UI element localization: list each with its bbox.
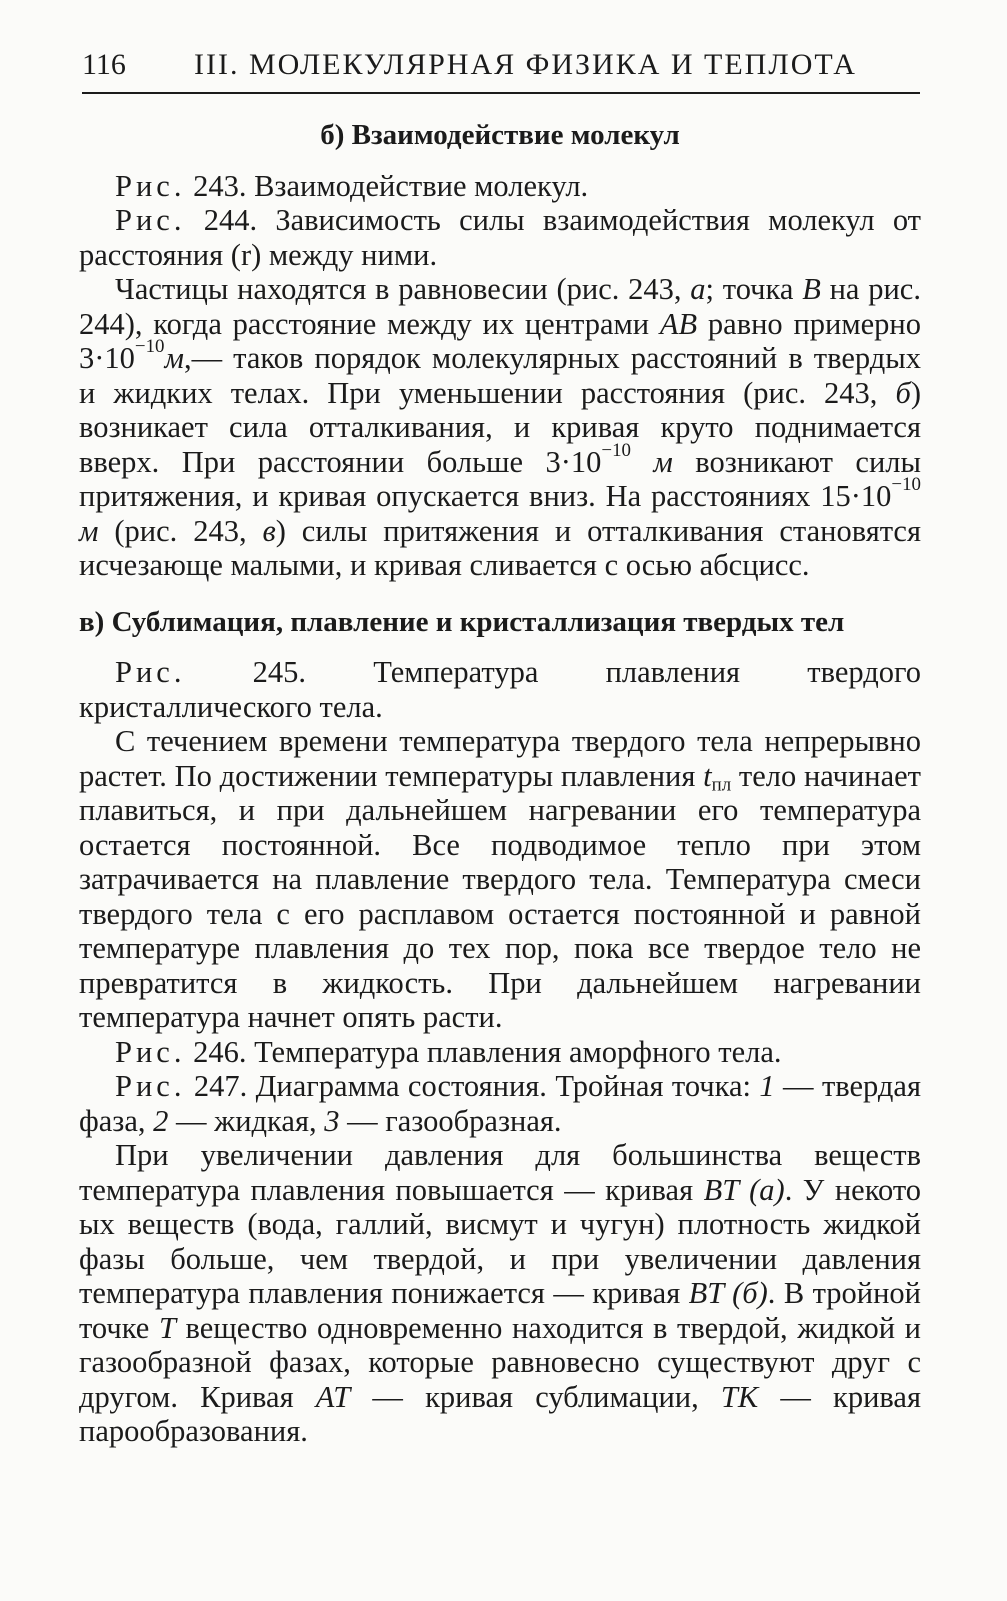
caption-fig-243: Рис. 243. Взаимодействие молекул.	[115, 168, 589, 203]
section-v-title: в) Сублимация, плавление и кристаллизация твердых тел	[79, 605, 845, 638]
caption-fig-245: Рис. 245. Температура плавления твердого кристаллического тела.	[79, 655, 921, 724]
page-number: 116	[82, 48, 126, 81]
header-rule	[82, 92, 920, 94]
page-body	[79, 112, 921, 1449]
paragraph-phase-diagram: При увеличении давления для большинства веществ температура плавления повышается — кривая BT (а). У некото ых веществ (вода, галлий, висмут и чугун) плотность жидкой фазы больше, чем твердой, и при увеличении давления температура плавления понижается — кривая BT (б). В тройной точке T вещество одновременно находится в твердой, жидкой и газообразной фазах, которые равновесно существуют друг с другом. Кривая AT — кривая сублимации, TK — кривая парообразования.	[79, 1138, 921, 1448]
running-header	[82, 45, 920, 85]
chapter-title: III. МОЛЕКУЛЯРНАЯ ФИЗИКА И ТЕПЛОТА	[194, 48, 857, 81]
caption-fig-246: Рис. 246. Температура плавления аморфного тела.	[115, 1034, 782, 1069]
section-b-title: б) Взаимодействие молекул	[320, 119, 680, 151]
caption-fig-247: Рис. 247. Диаграмма состояния. Тройная точка: 1 — твердая фаза, 2 — жидкая, 3 — газообразная.	[79, 1069, 921, 1138]
paragraph-equilibrium: Частицы находятся в равновесии (рис. 243, а; точка B на рис. 244), когда расстояние между их центрами AB равно примерно $3\cdot 10^{-10}м,—$ таков порядок молекулярных расстояний в твердых и жидких телах. При уменьшении расстояния (рис. 243, б) возникает сила отталкивания, и кривая круто поднимается вверх. При расстоянии больше $3\cdot 10^{-10}$ м возникают силы притяжения, и кривая опускается вниз. На расстояниях $15\cdot 10^{-10}$ м (рис. 243, в) силы притяжения и отталкивания становятся исчезающе малыми, и кривая сливается с осью абсцисс.	[79, 272, 921, 582]
caption-fig-244: Рис. 244. Зависимость силы взаимодействия молекул от расстояния (r) между ними.	[79, 203, 921, 272]
paragraph-melting: С течением времени температура твердого тела непрерывно растет. По достижении температуры плавления $t_{пл}$ тело начинает плавиться, и при дальнейшем нагревании его температура остается постоянной. Все подводимое тепло при этом затрачивается на плавление твердого тела. Температура смеси твердого тела с его расплавом остается постоянной и равной температуре плавления до тех пор, пока все твердое тело не превратится в жидкость. При дальнейшем нагревании температура начнет опять расти.	[79, 724, 921, 1034]
